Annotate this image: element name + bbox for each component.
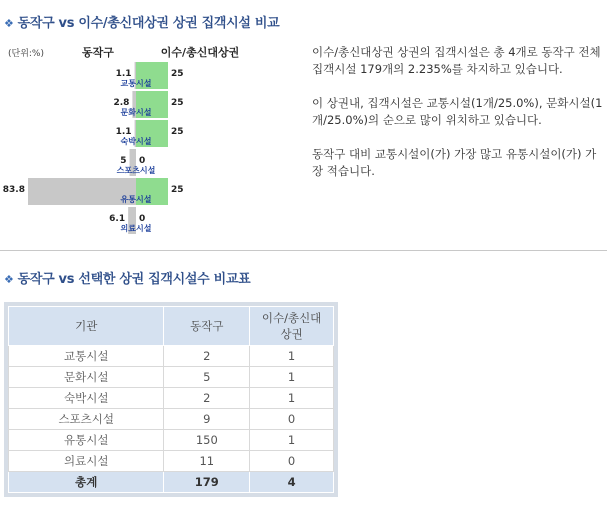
data-label-left: 2.8 [113,98,130,108]
data-label-left: 1.1 [115,69,132,79]
table-cell: 0 [250,409,334,430]
column-header-facility: 기관 [9,307,164,346]
table-row [9,388,334,409]
table-cell: 1 [250,430,334,451]
legend-right-series: 이수/총신대상권 [160,46,240,59]
table-cell: 숙박시설 [9,388,164,409]
category-label: 교통시설 [120,79,152,88]
data-label-right: 25 [171,98,184,108]
diamond-bullet-icon: ❖ [4,273,14,286]
data-label-right: 25 [171,185,184,195]
table-cell: 문화시설 [9,367,164,388]
table-cell: 1 [250,388,334,409]
diamond-bullet-icon: ❖ [4,17,14,30]
table-cell: 1 [250,346,334,367]
section-title-comparison [4,12,279,31]
table-row [9,367,334,388]
section-title-table [4,268,250,287]
section-title-text: 동작구 vs 이수/총신대상권 상권 집객시설 비교 [17,16,280,31]
table-cell: 스포츠시설 [9,409,164,430]
table-row [9,346,334,367]
table-cell: 교통시설 [9,346,164,367]
table-cell: 5 [164,367,250,388]
table-cell: 2 [164,388,250,409]
table-row [9,451,334,472]
data-label-right: 25 [171,127,184,137]
category-label: 스포츠시설 [116,166,156,175]
table-row [9,430,334,451]
data-label-left: 6.1 [109,214,126,224]
table-cell: 4 [250,472,334,493]
data-label-right: 25 [171,69,184,79]
table-row [9,409,334,430]
unit-label: (단위:%) [8,49,44,59]
section-title-text: 동작구 vs 선택한 상권 집객시설수 비교표 [17,272,251,287]
table-cell: 2 [164,346,250,367]
table-cell: 1 [250,367,334,388]
data-label-left: 5 [120,156,127,166]
table-cell: 유통시설 [9,430,164,451]
table-cell: 150 [164,430,250,451]
category-label: 의료시설 [120,224,152,233]
facility-ratio-chart [0,40,300,240]
description-panel [312,44,607,197]
table-cell: 11 [164,451,250,472]
data-label-right: 0 [139,214,146,224]
table-cell: 총계 [9,472,164,493]
table-header-row [9,307,334,346]
table-cell: 9 [164,409,250,430]
category-label: 문화시설 [120,108,152,117]
description-ranking: 이 상권내, 집객시설은 교통시설(1개/25.0%), 문화시설(1개/25.0%)의 순으로 많이 위치하고 있습니다. [312,96,603,127]
data-label-left: 1.1 [115,127,132,137]
data-label-right: 0 [139,156,146,166]
data-label-left: 83.8 [2,185,25,195]
description-comparison: 동작구 대비 교통시설이(가) 가장 많고 유통시설이(가) 가장 적습니다. [312,147,597,178]
table-cell: 의료시설 [9,451,164,472]
legend-left-series: 동작구 [82,46,114,59]
table-cell: 0 [250,451,334,472]
column-header-dongjak: 동작구 [164,307,250,346]
description-summary: 이수/총신대상권 상권의 집객시설은 총 4개로 동작구 전체 집객시설 179개의 2.235%를 차지하고 있습니다. [312,45,601,76]
category-label: 유통시설 [120,195,152,204]
table-total-row [9,472,334,493]
facility-count-table [8,306,334,493]
category-label: 숙박시설 [120,137,152,146]
column-header-district: 이수/총신대 상권 [250,307,334,346]
table-cell: 179 [164,472,250,493]
section-divider [0,250,607,251]
